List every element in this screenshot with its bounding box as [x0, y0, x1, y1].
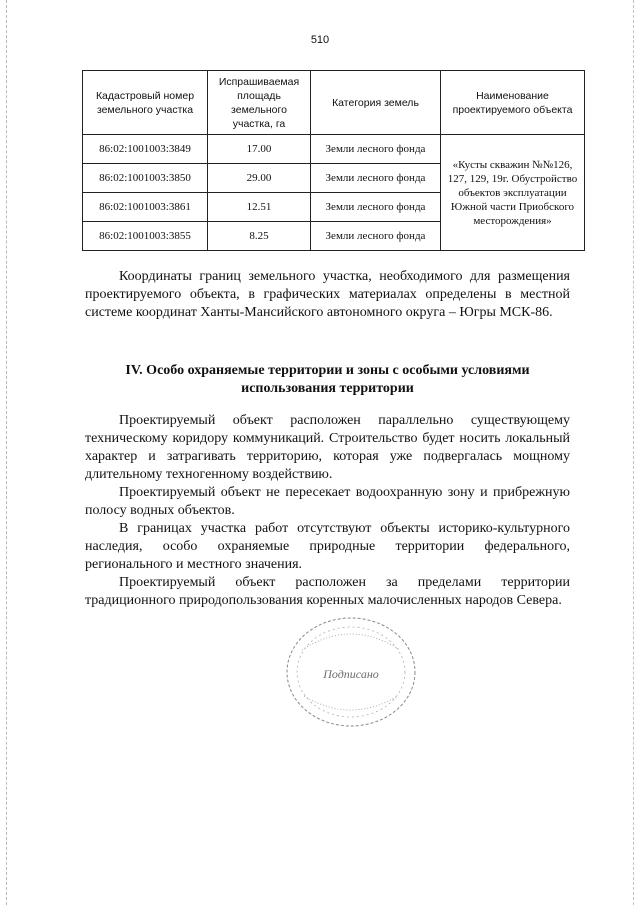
cell-area: 17.00	[208, 135, 311, 164]
cell-cadastral-number: 86:02:1001003:3849	[83, 135, 208, 164]
cell-area: 12.51	[208, 193, 311, 222]
page-number: 510	[310, 34, 330, 46]
paragraph-heritage: В границах участка работ отсутствуют объекты историко-культурного наследия, особо охраняемые природные территории федерального, регионального и местного значения.	[85, 521, 570, 572]
coordinates-text-block	[85, 268, 570, 322]
cell-land-category: Земли лесного фонда	[311, 135, 441, 164]
cell-land-category: Земли лесного фонда	[311, 222, 441, 251]
header-cadastral-number: Кадастровый номер земельного участка	[83, 71, 208, 135]
section-title: IV. Особо охраняемые территории и зоны с особыми условиями использования территории	[125, 363, 530, 396]
cell-land-category: Земли лесного фонда	[311, 164, 441, 193]
table-header-row	[83, 71, 585, 135]
cell-cadastral-number: 86:02:1001003:3861	[83, 193, 208, 222]
cell-object-name: «Кусты скважин №№126, 127, 129, 19г. Обустройство объектов эксплуатации Южной части Приобского месторождения»	[441, 135, 585, 251]
cell-area: 29.00	[208, 164, 311, 193]
coordinates-paragraph: Координаты границ земельного участка, необходимого для размещения проектируемого объекта, в графических материалах определены в местной системе координат Ханты-Мансийского автономного округа – Югры МСК-86.	[85, 269, 570, 320]
section-body	[85, 412, 570, 610]
cell-cadastral-number: 86:02:1001003:3855	[83, 222, 208, 251]
header-object-name: Наименование проектируемого объекта	[441, 71, 585, 135]
stamp-text: Подписано	[323, 667, 379, 681]
cell-land-category: Земли лесного фонда	[311, 193, 441, 222]
table-row	[83, 135, 585, 164]
header-requested-area: Испрашиваемая площадь земельного участка, га	[208, 71, 311, 135]
paragraph-water-protection: Проектируемый объект не пересекает водоохранную зону и прибрежную полосу водных объектов.	[85, 485, 570, 518]
cell-cadastral-number: 86:02:1001003:3850	[83, 164, 208, 193]
paragraph-indigenous-territory: Проектируемый объект расположен за пределами территории традиционного природопользования коренных малочисленных народов Севера.	[85, 575, 570, 608]
scan-edge-right	[633, 0, 634, 905]
seal-stamp	[282, 612, 420, 732]
land-plots-table	[82, 70, 585, 251]
scan-edge-left	[6, 0, 7, 905]
paragraph-technical-corridor: Проектируемый объект расположен параллельно существующему техническому коридору коммуникаций. Строительство будет носить локальный характер и затрагивать территорию, которая уже подвергалась мощному длительному техногенному воздействию.	[85, 413, 570, 482]
header-land-category: Категория земель	[311, 71, 441, 135]
cell-area: 8.25	[208, 222, 311, 251]
